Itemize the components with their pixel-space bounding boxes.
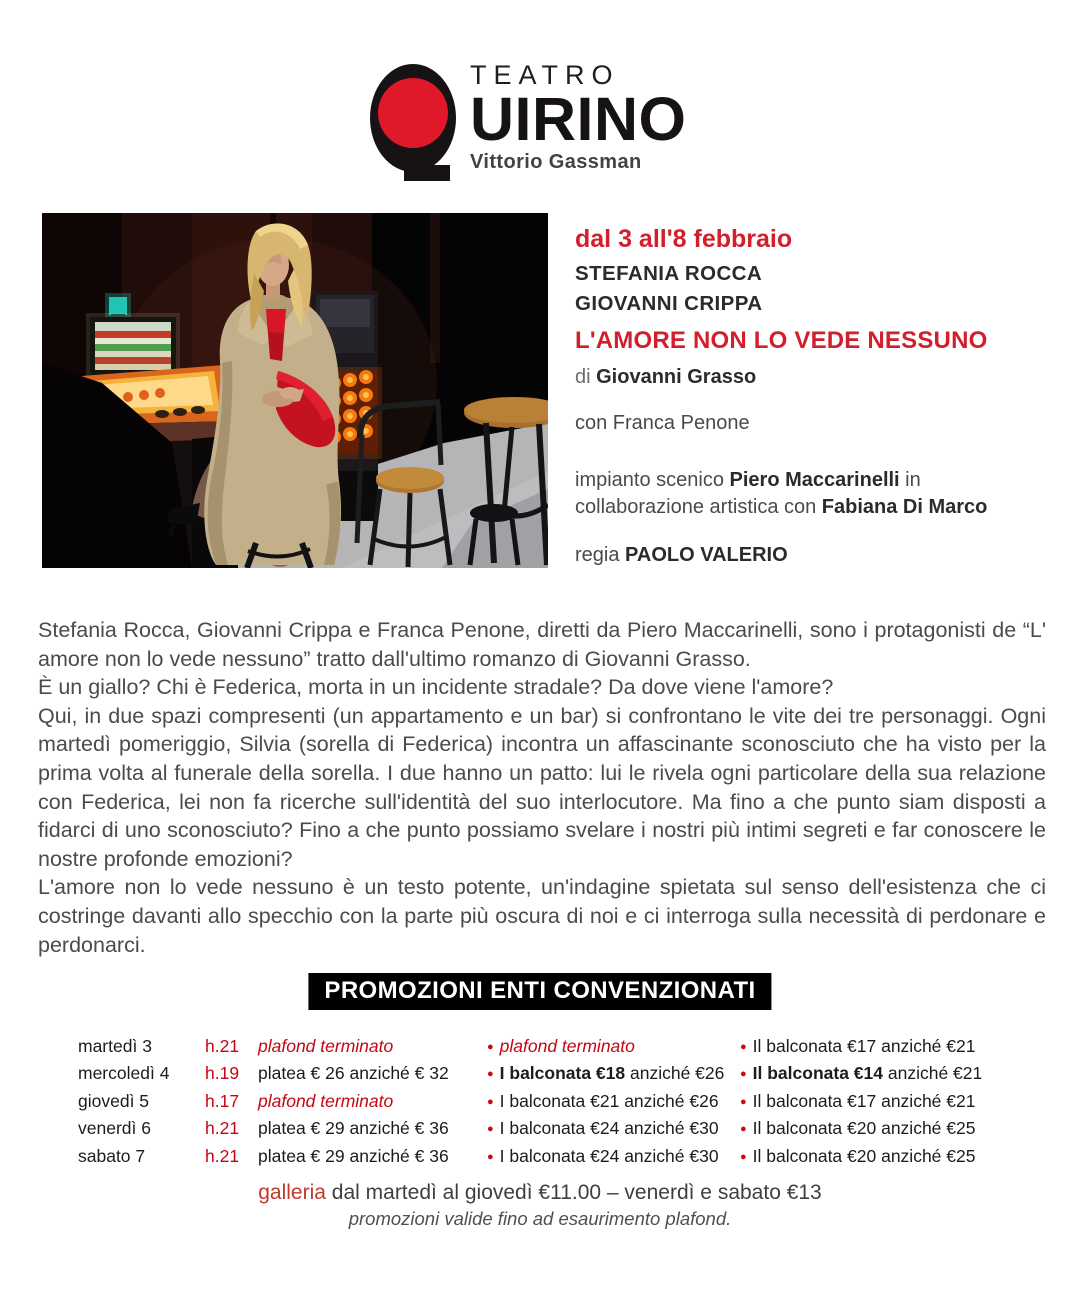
balcony1-cell: ● I balconata €24 anziché €30 [487, 1144, 740, 1171]
platea-cell: platea € 29 anziché € 36 [258, 1118, 449, 1139]
day-cell: mercoledì 4 [78, 1063, 170, 1084]
time-cell: h.21 [205, 1145, 240, 1166]
gallery-text: dal martedì al giovedì €11.00 – venerdì e sabato €13 [325, 1181, 822, 1204]
teatro-quirino-logo [368, 60, 687, 188]
bullet-icon: ● [487, 1123, 494, 1136]
pricing-table [78, 1034, 1018, 1171]
featuring-line: con Franca Penone [575, 412, 750, 434]
pricing-row [78, 1144, 1018, 1171]
balcony1-cell: ● plafond terminato [487, 1034, 740, 1061]
platea-cell: plafond terminato [258, 1036, 394, 1056]
bullet-icon: ● [487, 1095, 494, 1108]
day-cell: venerdì 6 [78, 1118, 151, 1139]
synopsis-paragraph-2: È un giallo? Chi è Federica, morta in un incidente stradale? Da dove viene l'amore? [38, 675, 834, 700]
time-cell: h.19 [205, 1063, 240, 1084]
synopsis-paragraph-4: L'amore non lo vede nessuno è un testo potente, un'indagine spietata sul senso dell'esistenza che ci costringe davanti allo specchio con la parte più oscura di noi e ci interroga sulla necessità di perdonare e perdonarci. [38, 875, 1046, 957]
balcony1-cell: ● I balconata €21 anziché €26 [487, 1089, 740, 1116]
bullet-icon: ● [487, 1041, 494, 1053]
pricing-row [78, 1089, 1018, 1116]
director-name: PAOLO VALERIO [625, 544, 788, 566]
day-cell: giovedì 5 [78, 1090, 150, 1111]
promo-validity-note: promozioni valide fino ad esaurimento plafond. [348, 1208, 732, 1229]
bullet-icon: ● [740, 1068, 747, 1081]
pricing-row [78, 1061, 1018, 1088]
quirino-q-icon [368, 60, 460, 188]
show-title: L'AMORE NON LO VEDE NESSUNO [575, 327, 988, 354]
logo-teatro-text: TEATRO [470, 60, 620, 90]
balcony2-cell: ● Il balconata €20 anziché €25 [740, 1144, 1018, 1171]
synopsis-paragraph-3: Qui, in due spazi compresenti (un appartamento e un bar) si confrontano le vite dei tre personaggi. Ogni martedì pomeriggio, Silvia (sorella di Federica) incontra un affascinante sconosciuto che ha visto per la prima volta al funerale della sorella. I due hanno un patto: lui le rivela ogni particolare della sua relazione con Federica, lei non fa ricerche sull'identità del suo interlocutore. Ma fino a che punto siam disposti a fidarci di uno sconosciuto? Fino a che punto possiamo svelare i nostri più intimi segreti e far conoscere le nostre profonde emozioni? [38, 703, 1046, 871]
balcony1-cell: ● I balconata €24 anziché €30 [487, 1116, 740, 1143]
bullet-icon: ● [740, 1041, 747, 1053]
bullet-icon: ● [487, 1150, 494, 1163]
day-cell: martedì 3 [78, 1036, 152, 1056]
staging-collaborator: Fabiana Di Marco [821, 496, 988, 518]
actor-name-1: STEFANIA ROCCA [575, 262, 763, 285]
synopsis [38, 616, 1046, 959]
author-line [575, 365, 1007, 390]
platea-cell: platea € 29 anziché € 36 [258, 1145, 449, 1166]
promotions-banner: PROMOZIONI ENTI CONVENZIONATI [308, 973, 771, 1010]
logo-quirino-text: UIRINO [470, 85, 687, 153]
balcony1-cell: ● I balconata €18 anziché €26 [487, 1061, 740, 1088]
stage-photo-illustration [42, 213, 548, 568]
show-details [575, 224, 1007, 568]
author-prefix: di [575, 366, 597, 388]
bullet-icon: ● [487, 1068, 494, 1081]
time-cell: h.21 [205, 1118, 240, 1139]
director-line: regia PAOLO VALERIO [575, 544, 788, 566]
bullet-icon: ● [740, 1150, 747, 1163]
stage-photo [42, 213, 548, 568]
actor-name-2: GIOVANNI CRIPPA [575, 292, 763, 315]
pricing-row [78, 1116, 1018, 1143]
balcony2-cell: ● Il balconata €17 anziché €21 [740, 1089, 1018, 1116]
balcony2-cell: ● Il balconata €17 anziché €21 [740, 1034, 1018, 1061]
pricing-row [78, 1034, 1018, 1061]
balcony2-cell: ● Il balconata €14 anziché €21 [740, 1061, 1018, 1088]
author-name: Giovanni Grasso [596, 366, 757, 388]
day-cell: sabato 7 [78, 1145, 146, 1166]
show-dates: dal 3 all'8 febbraio [575, 225, 793, 253]
synopsis-paragraph-1: Stefania Rocca, Giovanni Crippa e Franca Penone, diretti da Piero Maccarinelli, sono i protagonisti de “L' amore non lo vede nessuno” tratto dall'ultimo romanzo di Giovanni Grasso. [38, 618, 1046, 671]
time-cell: h.21 [205, 1036, 240, 1056]
time-cell: h.17 [205, 1090, 240, 1111]
bullet-icon: ● [740, 1095, 747, 1108]
staging-designer: Piero Maccarinelli [729, 469, 900, 491]
gallery-pricing-line [0, 1180, 1080, 1205]
logo-subtitle: Vittorio Gassman [470, 151, 642, 173]
platea-cell: platea € 26 anziché € 32 [258, 1063, 449, 1084]
platea-cell: plafond terminato [258, 1090, 394, 1111]
gallery-label: galleria [258, 1181, 326, 1204]
bullet-icon: ● [740, 1123, 747, 1136]
staging-line: impianto scenico Piero Maccarinelli in collaborazione artistica con Fabiana Di Marco [575, 469, 988, 518]
balcony2-cell: ● Il balconata €20 anziché €25 [740, 1116, 1018, 1143]
